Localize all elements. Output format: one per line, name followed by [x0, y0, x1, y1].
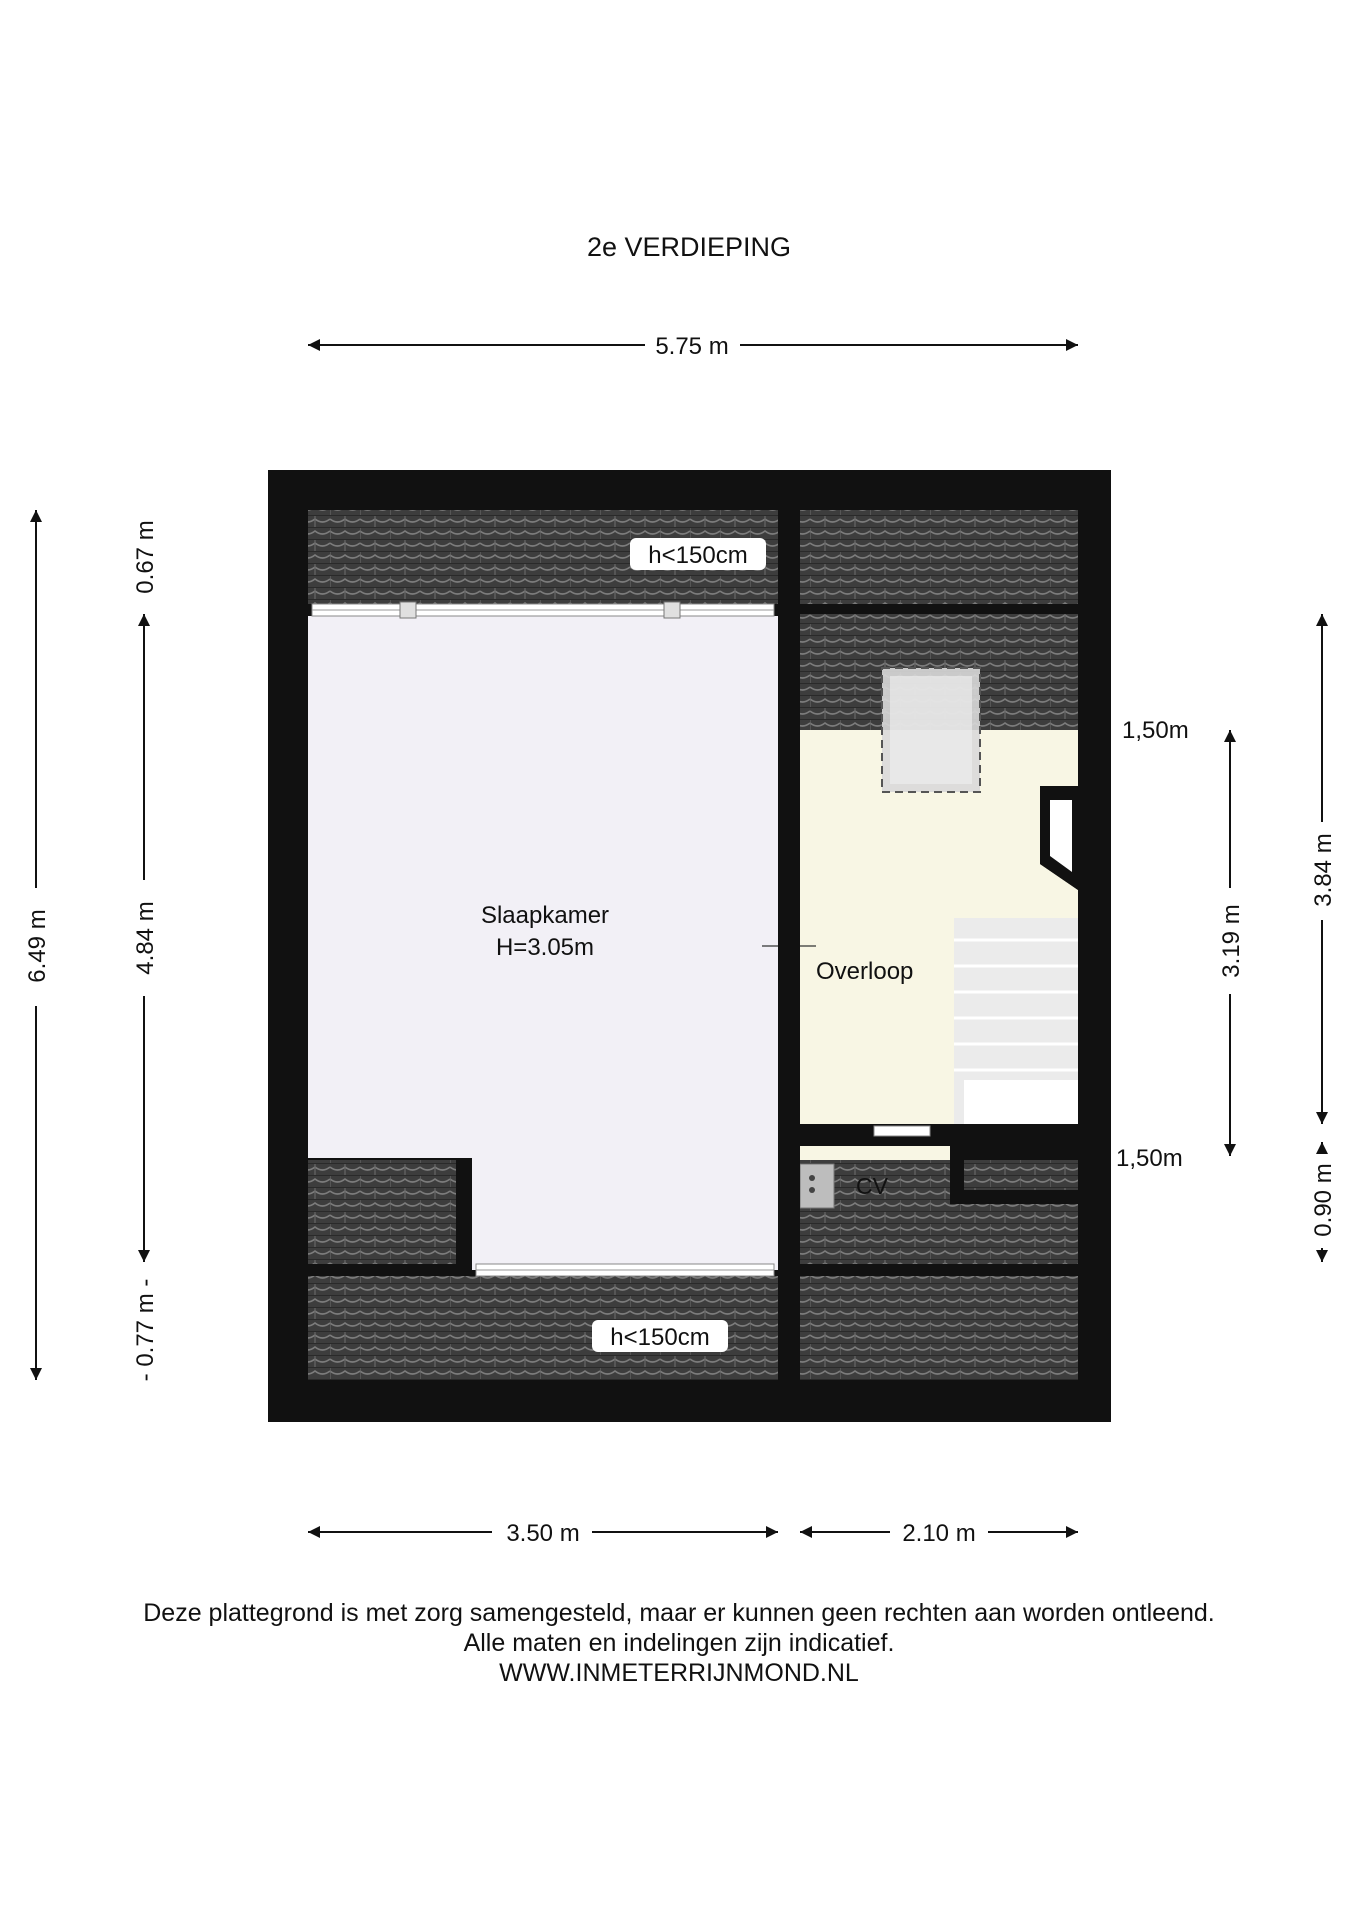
landing-partition-window — [874, 1126, 930, 1136]
roof-area-bottom-right — [800, 1276, 1078, 1380]
boiler-label: CV — [856, 1173, 888, 1199]
height-label-top: 1,50m — [1122, 717, 1189, 744]
disclaimer-line-1: Deze plattegrond is met zorg samengesteld, maar er kunnen geen rechten aan worden ontleend. — [143, 1599, 1215, 1627]
dimension-left-top — [132, 520, 159, 593]
boiler-unit — [800, 1164, 834, 1208]
dimension-top-width — [308, 333, 1078, 360]
bedroom-notch-wall — [456, 1158, 472, 1270]
dimension-label-bottom-left: 3.50 m — [506, 1520, 580, 1547]
dimension-label-bottom-right: 2.10 m — [902, 1520, 976, 1547]
dimension-right-total — [1310, 614, 1337, 1124]
dimension-right-inner — [1218, 730, 1245, 1156]
dimension-left-mid — [132, 614, 159, 1262]
roof-area-top-right — [800, 510, 1078, 604]
disclaimer — [0, 1598, 1358, 1688]
dimension-right-bottom — [1310, 1142, 1337, 1262]
bedroom-label: Slaapkamer — [480, 902, 610, 929]
dimension-bottom-left — [308, 1520, 778, 1547]
dimension-label-left-total: 6.49 m — [24, 909, 51, 983]
roof-area-bottom-left-inner — [308, 1160, 456, 1264]
dimension-label-left-top: 0.67 m — [132, 520, 159, 594]
staircase — [954, 918, 1078, 1124]
low-ceiling-bottom-badge — [592, 1320, 728, 1352]
dimension-left-total — [24, 510, 51, 1380]
website-url: WWW.INMETERRIJNMOND.NL — [499, 1659, 859, 1687]
low-ceiling-top-label: h<150cm — [648, 542, 748, 569]
dimension-left-bottom — [132, 1279, 159, 1382]
dimension-label-right-bottom: 0.90 m — [1310, 1163, 1337, 1237]
bedroom-height-label: H=3.05m — [495, 934, 595, 961]
landing-lower-strip — [800, 1146, 950, 1160]
dimension-label-left-mid: 4.84 m — [132, 901, 159, 975]
low-ceiling-bottom-label: h<150cm — [610, 1324, 710, 1351]
bedroom-window-bottom — [476, 1264, 774, 1276]
height-label-bottom: 1,50m — [1116, 1145, 1183, 1172]
skylight — [882, 668, 980, 792]
dimension-bottom-right — [800, 1520, 1078, 1547]
bedroom-window-top — [312, 602, 774, 618]
landing-label: Overloop — [816, 958, 914, 985]
dimension-label-top-width: 5.75 m — [655, 333, 729, 360]
floor-title: 2e VERDIEPING — [586, 232, 792, 262]
dimension-label-right-inner: 3.19 m — [1218, 904, 1245, 978]
roof-area-right-lower — [800, 1160, 1078, 1264]
dimension-label-left-bottom: - 0.77 m - — [132, 1278, 159, 1382]
interior-wall-vertical — [778, 504, 800, 1284]
disclaimer-line-2: Alle maten en indelingen zijn indicatief. — [463, 1629, 895, 1657]
dimension-label-right-total: 3.84 m — [1310, 833, 1337, 907]
low-ceiling-top-badge — [630, 538, 766, 570]
